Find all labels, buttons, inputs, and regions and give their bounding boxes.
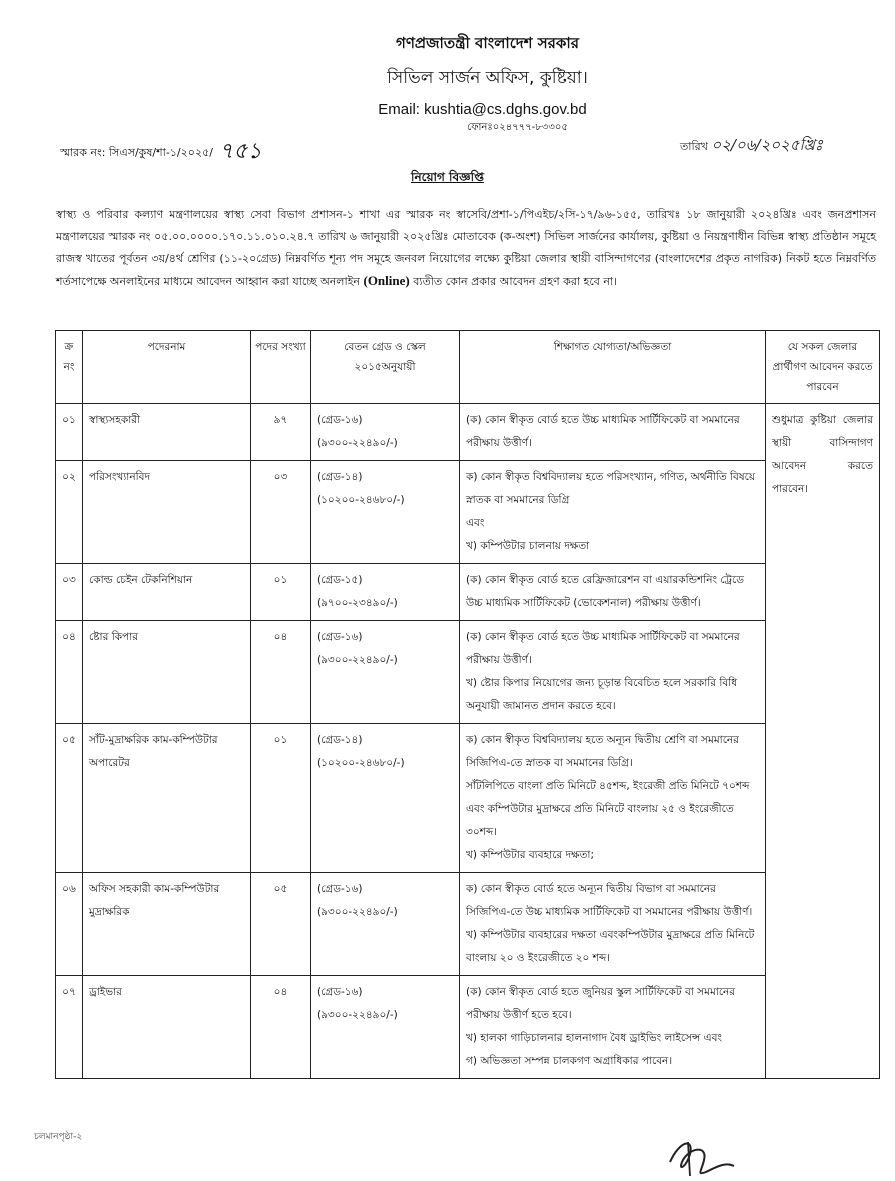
table-row: [56, 976, 880, 1079]
row-scale: [311, 724, 460, 873]
qualification-line: খ) ষ্টোর কিপার নিয়োগের জন্য চূড়ান্ত বিবেচিত হলে সরকারি বিধি অনুযায়ী জামানত প্রদান করতে হবে।: [466, 677, 738, 712]
qualification-line: (ক) কোন স্বীকৃত বোর্ড হতে উচ্চ মাধ্যমিক সার্টিফিকেট বা সমমানের পরীক্ষায় উত্তীর্ণ।: [466, 631, 740, 666]
qualification-line: সাঁটলিপিতে বাংলা প্রতি মিনিটে ৪৫শব্দ, ইংরেজী প্রতি মিনিটে ৭০শব্দ এবং কম্পিউটার মুদ্রাক্ষরে প্রতি মিনিটে বাংলায় ২৫ ও ইংরেজীতে ৩০শব্দ।: [466, 780, 750, 838]
row-scale: [311, 873, 460, 976]
qualification-line: (ক) কোন স্বীকৃত বোর্ড হতে রেফ্রিজারেশন বা এয়ারকন্ডিশনিং ট্রেডে উচ্চ মাধ্যমিক সার্টিফিকেট (ভোকেশনাল) পরীক্ষায় উত্তীর্ণ।: [466, 574, 744, 609]
qualification-line: খ) কম্পিউটার ব্যবহারে দক্ষতা;: [466, 849, 595, 861]
row-scale: [311, 461, 460, 564]
qualification-line: (ক) কোন স্বীকৃত বোর্ড হতে উচ্চ মাধ্যমিক সার্টিফিকেট বা সমমানের পরীক্ষায় উত্তীর্ণ।: [466, 414, 740, 449]
qualification-line: খ) কম্পিউটার ব্যবহারের দক্ষতা এবংকম্পিউটার মুদ্রাক্ষরে প্রতি মিনিটে বাংলায় ২০ ও ইংরেজীতে ২০ শব্দ।: [466, 929, 755, 964]
row-serial: ০৩: [56, 564, 83, 621]
row-pay-scale: (৯৩০০-২২৪৯০/-): [317, 654, 398, 666]
intro-paragraph: [56, 204, 876, 293]
row-qualification: [460, 621, 766, 724]
row-pay-scale: (৯৩০০-২২৪৯০/-): [317, 906, 398, 918]
eligible-districts: শুধুমাত্র কুষ্টিয়া জেলার স্থায়ী বাসিন্দাগণ আবেদন করতে পারবেন।: [766, 404, 880, 1079]
row-qualification: [460, 564, 766, 621]
intro-text: স্বাস্থ্য ও পরিবার কল্যাণ মন্ত্রণালয়ের স্বাস্থ্য সেবা বিভাগ প্রশাসন-১ শাখা এর স্মারক নং স্বাসেবি/প্রশা-১/পিএইচ/২সি-১৭/৯৬-১৫৫, তারিখঃ ১৮ জানুয়ারী ২০২৪খ্রিঃ এবং জনপ্রশাসন মন্ত্রণালয়ের স্মারক নং ০৫.০০.০০০০.১৭০.১১.০১০.২৪.৭ তারিখ ৬ জানুয়ারী ২০২৫খ্রিঃ মোতাবেক (ক-অংশ) সিভিল সার্জনের কার্যালয়, কুষ্টিয়া ও নিয়ন্ত্রণাধীন বিভিন্ন স্বাস্থ্য প্রতিষ্ঠান সমূহে রাজস্ব খাতের পূর্বতন ৩য়/৪র্থ শ্রেণির (১১-২০গ্রেড) নিম্নবর্ণিত শূন্য পদ সমূহে জনবল নিয়োগের লক্ষ্যে কুষ্টিয়া জেলার স্থায়ী বাসিন্দাগণের (বাংলাদেশের প্রকৃত নাগরিক) নিকট হতে নিম্নবর্ণিত শর্তসাপেক্ষে অনলাইনের মাধ্যমে আবেদন আহ্বান করা যাচ্ছে অনলাইন: [56, 208, 876, 288]
date-value: ০২/০৬/২০২৫খ্রিঃ: [711, 136, 823, 154]
row-scale: [311, 976, 460, 1079]
row-qualification: [460, 404, 766, 461]
row-post: ড্রাইভার: [83, 976, 251, 1079]
row-grade: (গ্রেড-১৬): [317, 631, 363, 643]
qualification-line: (ক) কোন স্বীকৃত বোর্ড হতে জুনিয়র স্কুল সার্টিফিকেট বা সমমানের পরীক্ষায় উত্তীর্ণ হতে হবে।: [466, 986, 736, 1021]
row-pay-scale: (৯৩০০-২২৪৯০/-): [317, 437, 398, 449]
header-count: পদের সংখ্যা: [251, 331, 311, 404]
office-name: সিভিল সার্জন অফিস, কুষ্টিয়া।: [387, 68, 588, 88]
letterhead: [0, 32, 895, 137]
qualification-line: খ) কম্পিউটার চালনায় দক্ষতা: [466, 540, 590, 552]
table-row: [56, 564, 880, 621]
row-post: অফিস সহকারী কাম-কম্পিউটার মুদ্রাক্ষরিক: [83, 873, 251, 976]
row-grade: (গ্রেড-১৬): [317, 883, 363, 895]
qualification-line: এবং: [466, 517, 485, 529]
header-scale: বেতন গ্রেড ও স্কেল ২০১৫অনুযায়ী: [311, 331, 460, 404]
memo-reference: [60, 132, 262, 169]
row-count: ৯৭: [251, 404, 311, 461]
row-pay-scale: (১০২০০-২৪৬৮০/-): [317, 494, 405, 506]
row-post: স্বাস্থ্যসহকারী: [83, 404, 251, 461]
row-count: ০১: [251, 724, 311, 873]
memo-handwritten-number: ৭৫১: [218, 139, 262, 164]
qualification-line: ক) কোন স্বীকৃত বোর্ড হতে অন্যূন দ্বিতীয় বিভাগ বা সমমানের সিজিপিএ-তে উচ্চ মাধ্যমিক সার্টিফিকেট বা সমমানের পরীক্ষায় উত্তীর্ণ।: [466, 883, 753, 918]
header-serial: ক্র নং: [56, 331, 83, 404]
row-post: পরিসংখ্যানবিদ: [83, 461, 251, 564]
row-count: ০৪: [251, 976, 311, 1079]
row-pay-scale: (৯৩০০-২২৪৯০/-): [317, 1009, 398, 1021]
row-serial: ০৬: [56, 873, 83, 976]
qualification-line: ক) কোন স্বীকৃত বিশ্ববিদ্যালয় হতে পরিসংখ্যান, গণিত, অর্থনীতি বিষয়ে স্নাতক বা সমমানের ডিগ্রি: [466, 471, 756, 506]
row-count: ০৪: [251, 621, 311, 724]
continuation-note: চলমানপৃষ্ঠা-২: [34, 1132, 83, 1142]
row-serial: ০২: [56, 461, 83, 564]
table-row: [56, 724, 880, 873]
row-serial: ০৭: [56, 976, 83, 1079]
page-title: নিয়োগ বিজ্ঞপ্তি: [411, 170, 484, 184]
row-pay-scale: (১০২০০-২৪৬৮০/-): [317, 757, 405, 769]
row-count: ০৩: [251, 461, 311, 564]
row-post: সাঁট-মুদ্রাক্ষরিক কাম-কম্পিউটার অপারেটর: [83, 724, 251, 873]
table-row: [56, 621, 880, 724]
table-row: [56, 404, 880, 461]
row-qualification: [460, 724, 766, 873]
row-post: ষ্টোর কিপার: [83, 621, 251, 724]
row-grade: (গ্রেড-১৪): [317, 734, 363, 746]
memo-date: [680, 134, 823, 159]
office-email: Email: kushtia@cs.dghs.gov.bd: [378, 101, 587, 118]
header-post: পদেরনাম: [83, 331, 251, 404]
header-eligible: যে সকল জেলার প্রার্থীগণ আবেদন করতে পারবেন: [766, 331, 880, 404]
row-grade: (গ্রেড-১৫): [317, 574, 363, 586]
row-serial: ০১: [56, 404, 83, 461]
row-serial: ০৪: [56, 621, 83, 724]
intro-text-end: ব্যতীত কোন প্রকার আবেদন গ্রহণ করা হবে না।: [413, 275, 618, 288]
row-serial: ০৫: [56, 724, 83, 873]
row-scale: [311, 404, 460, 461]
qualification-line: খ) হালকা গাড়িচালনার হালনাগাদ বৈধ ড্রাইভিং লাইসেন্স এবং: [466, 1032, 722, 1044]
row-pay-scale: (৯৭০০-২৩৪৯০/-): [317, 597, 398, 609]
office-phone: ফোনঃ০২৪৭৭৭-৮৩৩০৫: [467, 122, 568, 133]
row-scale: [311, 564, 460, 621]
row-post: কোল্ড চেইন টেকনিশিয়ান: [83, 564, 251, 621]
memo-label: স্মারক নং: সিএস/কুষ/শা-১/২০২৫/: [60, 146, 213, 159]
date-label: তারিখ: [680, 140, 708, 153]
row-grade: (গ্রেড-১৬): [317, 986, 363, 998]
row-grade: (গ্রেড-১৪): [317, 471, 363, 483]
table-row: [56, 461, 880, 564]
government-name: গণপ্রজাতন্ত্রী বাংলাদেশ সরকার: [396, 34, 579, 52]
qualification-line: গ) অভিজ্ঞতা সম্পন্ন চালকগণ অগ্রাধিকার পাবেন।: [466, 1055, 673, 1067]
vacancy-table: [55, 330, 880, 1079]
row-grade: (গ্রেড-১৬): [317, 414, 363, 426]
row-qualification: [460, 976, 766, 1079]
row-scale: [311, 621, 460, 724]
row-qualification: [460, 461, 766, 564]
table-row: [56, 873, 880, 976]
qualification-line: ক) কোন স্বীকৃত বিশ্ববিদ্যালয় হতে অন্যূন দ্বিতীয় শ্রেণি বা সমমানের সিজিপিএ-তে স্নাতক বা সমমানের ডিগ্রি।: [466, 734, 739, 769]
signature-icon: [660, 1132, 740, 1180]
row-count: ০১: [251, 564, 311, 621]
table-header-row: [56, 331, 880, 404]
row-count: ০৫: [251, 873, 311, 976]
row-qualification: [460, 873, 766, 976]
intro-online-word: (Online): [363, 273, 410, 288]
header-qualification: শিক্ষাগত যোগ্যতা/অভিজ্ঞতা: [460, 331, 766, 404]
